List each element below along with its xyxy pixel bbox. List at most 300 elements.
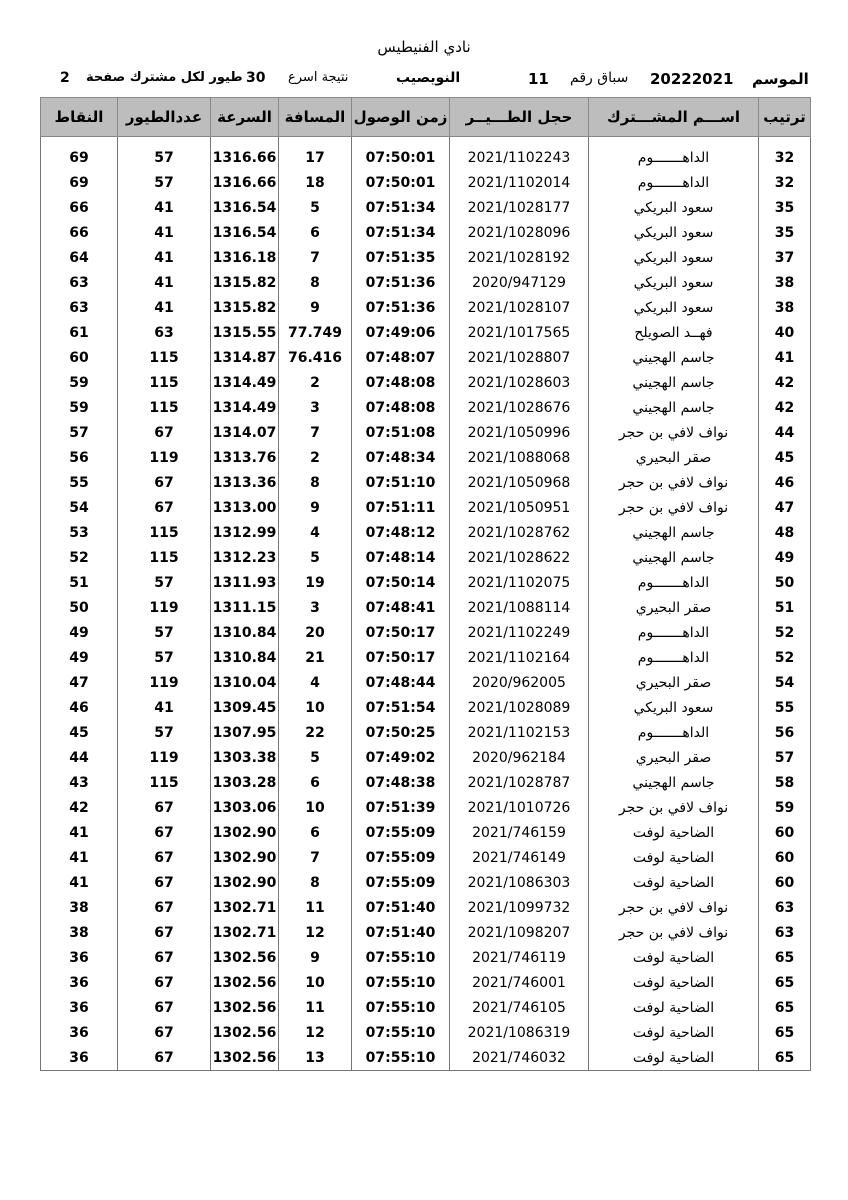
cell-speed: 1302.56 — [211, 970, 279, 995]
table-row — [41, 445, 811, 470]
results-body — [41, 137, 811, 1071]
fastest-count: 30 — [246, 70, 266, 86]
cell-points: 57 — [41, 420, 118, 445]
cell-distance: 12 — [279, 920, 352, 945]
cell-birds: 57 — [118, 570, 211, 595]
col-header-distance: المسافة — [279, 98, 352, 137]
cell-arrival: 07:51:39 — [352, 795, 450, 820]
cell-points: 69 — [41, 145, 118, 170]
table-row — [41, 970, 811, 995]
cell-birds: 115 — [118, 395, 211, 420]
cell-points: 38 — [41, 895, 118, 920]
col-header-arrival: زمن الوصول — [352, 98, 450, 137]
cell-speed: 1302.90 — [211, 820, 279, 845]
cell-ring: 2021/746001 — [450, 970, 589, 995]
cell-speed: 1303.38 — [211, 745, 279, 770]
cell-distance: 4 — [279, 670, 352, 695]
cell-rank: 63 — [759, 895, 811, 920]
cell-birds: 57 — [118, 620, 211, 645]
cell-ring: 2021/1028089 — [450, 695, 589, 720]
table-row — [41, 995, 811, 1020]
cell-speed: 1302.71 — [211, 920, 279, 945]
cell-arrival: 07:51:40 — [352, 895, 450, 920]
cell-name: فهــد الصويلح — [589, 320, 759, 345]
cell-distance: 18 — [279, 170, 352, 195]
cell-ring: 2021/1086319 — [450, 1020, 589, 1045]
cell-distance: 21 — [279, 645, 352, 670]
cell-distance: 19 — [279, 570, 352, 595]
cell-arrival: 07:48:08 — [352, 395, 450, 420]
cell-rank: 45 — [759, 445, 811, 470]
table-row — [41, 595, 811, 620]
cell-rank: 54 — [759, 670, 811, 695]
cell-distance: 10 — [279, 695, 352, 720]
cell-arrival: 07:55:09 — [352, 845, 450, 870]
cell-arrival: 07:50:01 — [352, 170, 450, 195]
cell-birds: 115 — [118, 545, 211, 570]
cell-ring: 2021/1088068 — [450, 445, 589, 470]
cell-distance: 12 — [279, 1020, 352, 1045]
cell-speed: 1312.99 — [211, 520, 279, 545]
col-header-rank: ترتيب — [759, 98, 811, 137]
cell-ring: 2021/1102243 — [450, 145, 589, 170]
cell-rank: 60 — [759, 870, 811, 895]
cell-rank: 49 — [759, 545, 811, 570]
cell-birds: 41 — [118, 195, 211, 220]
cell-birds: 67 — [118, 1045, 211, 1071]
cell-ring: 2021/1028177 — [450, 195, 589, 220]
cell-distance: 6 — [279, 770, 352, 795]
cell-points: 52 — [41, 545, 118, 570]
cell-speed: 1316.18 — [211, 245, 279, 270]
cell-points: 36 — [41, 995, 118, 1020]
cell-speed: 1302.56 — [211, 945, 279, 970]
cell-speed: 1313.00 — [211, 495, 279, 520]
cell-distance: 4 — [279, 520, 352, 545]
cell-name: الضاحية لوفت — [589, 995, 759, 1020]
table-row — [41, 1020, 811, 1045]
cell-rank: 42 — [759, 370, 811, 395]
col-header-speed: السرعة — [211, 98, 279, 137]
cell-points: 41 — [41, 820, 118, 845]
cell-distance: 76.416 — [279, 345, 352, 370]
cell-points: 61 — [41, 320, 118, 345]
cell-birds: 41 — [118, 270, 211, 295]
cell-arrival: 07:48:08 — [352, 370, 450, 395]
cell-birds: 67 — [118, 970, 211, 995]
cell-speed: 1310.84 — [211, 620, 279, 645]
cell-birds: 67 — [118, 895, 211, 920]
cell-name: سعود البريكي — [589, 245, 759, 270]
cell-speed: 1309.45 — [211, 695, 279, 720]
cell-points: 36 — [41, 945, 118, 970]
cell-name: سعود البريكي — [589, 220, 759, 245]
cell-distance: 77.749 — [279, 320, 352, 345]
cell-ring: 2021/746032 — [450, 1045, 589, 1071]
cell-ring: 2021/1102249 — [450, 620, 589, 645]
cell-birds: 67 — [118, 995, 211, 1020]
cell-speed: 1313.36 — [211, 470, 279, 495]
table-row — [41, 770, 811, 795]
cell-rank: 56 — [759, 720, 811, 745]
cell-ring: 2020/962184 — [450, 745, 589, 770]
cell-rank: 37 — [759, 245, 811, 270]
cell-arrival: 07:51:08 — [352, 420, 450, 445]
cell-birds: 41 — [118, 295, 211, 320]
cell-birds: 41 — [118, 220, 211, 245]
cell-rank: 40 — [759, 320, 811, 345]
table-row — [41, 145, 811, 170]
cell-ring: 2021/1102164 — [450, 645, 589, 670]
cell-ring: 2021/1028096 — [450, 220, 589, 245]
cell-speed: 1302.56 — [211, 995, 279, 1020]
cell-arrival: 07:50:25 — [352, 720, 450, 745]
cell-birds: 115 — [118, 770, 211, 795]
cell-speed: 1314.49 — [211, 370, 279, 395]
table-row — [41, 270, 811, 295]
cell-distance: 8 — [279, 470, 352, 495]
race-label: سباق رقم — [570, 70, 629, 86]
cell-rank: 35 — [759, 195, 811, 220]
cell-arrival: 07:50:01 — [352, 145, 450, 170]
cell-rank: 60 — [759, 845, 811, 870]
cell-distance: 10 — [279, 795, 352, 820]
cell-birds: 115 — [118, 520, 211, 545]
race-number: 11 — [528, 70, 549, 88]
table-row — [41, 1045, 811, 1071]
cell-rank: 57 — [759, 745, 811, 770]
cell-ring: 2021/1050996 — [450, 420, 589, 445]
cell-points: 38 — [41, 920, 118, 945]
cell-points: 51 — [41, 570, 118, 595]
cell-speed: 1316.54 — [211, 220, 279, 245]
cell-birds: 57 — [118, 645, 211, 670]
table-row — [41, 945, 811, 970]
cell-speed: 1315.82 — [211, 295, 279, 320]
cell-rank: 32 — [759, 145, 811, 170]
cell-ring: 2021/746159 — [450, 820, 589, 845]
cell-distance: 10 — [279, 970, 352, 995]
cell-name: صقر البحيري — [589, 595, 759, 620]
cell-arrival: 07:51:11 — [352, 495, 450, 520]
cell-rank: 58 — [759, 770, 811, 795]
table-row — [41, 370, 811, 395]
cell-points: 50 — [41, 595, 118, 620]
cell-arrival: 07:50:17 — [352, 645, 450, 670]
cell-name: جاسم الهجيني — [589, 520, 759, 545]
table-row — [41, 670, 811, 695]
cell-points: 47 — [41, 670, 118, 695]
cell-arrival: 07:55:10 — [352, 945, 450, 970]
table-row — [41, 320, 811, 345]
cell-speed: 1311.93 — [211, 570, 279, 595]
cell-arrival: 07:51:36 — [352, 270, 450, 295]
cell-distance: 7 — [279, 245, 352, 270]
cell-speed: 1311.15 — [211, 595, 279, 620]
cell-points: 42 — [41, 795, 118, 820]
cell-speed: 1312.23 — [211, 545, 279, 570]
cell-distance: 9 — [279, 295, 352, 320]
cell-rank: 65 — [759, 995, 811, 1020]
cell-points: 49 — [41, 645, 118, 670]
cell-name: نواف لافي بن حجر — [589, 470, 759, 495]
cell-ring: 2021/1099732 — [450, 895, 589, 920]
cell-name: نواف لافي بن حجر — [589, 420, 759, 445]
cell-name: جاسم الهجيني — [589, 770, 759, 795]
cell-rank: 60 — [759, 820, 811, 845]
cell-name: سعود البريكي — [589, 270, 759, 295]
cell-distance: 5 — [279, 545, 352, 570]
cell-name: الداهـــــــوم — [589, 145, 759, 170]
cell-speed: 1302.90 — [211, 845, 279, 870]
cell-arrival: 07:55:09 — [352, 870, 450, 895]
cell-ring: 2021/1102075 — [450, 570, 589, 595]
cell-name: نواف لافي بن حجر — [589, 795, 759, 820]
cell-ring: 2021/746149 — [450, 845, 589, 870]
cell-rank: 51 — [759, 595, 811, 620]
cell-ring: 2021/1102014 — [450, 170, 589, 195]
cell-ring: 2020/947129 — [450, 270, 589, 295]
cell-distance: 2 — [279, 370, 352, 395]
cell-name: نواف لافي بن حجر — [589, 920, 759, 945]
cell-distance: 11 — [279, 995, 352, 1020]
cell-points: 56 — [41, 445, 118, 470]
table-row — [41, 245, 811, 270]
club-title: نادي الفنيطيس — [377, 38, 471, 56]
cell-points: 36 — [41, 970, 118, 995]
cell-arrival: 07:48:38 — [352, 770, 450, 795]
cell-distance: 22 — [279, 720, 352, 745]
cell-points: 36 — [41, 1020, 118, 1045]
cell-birds: 67 — [118, 820, 211, 845]
cell-arrival: 07:48:07 — [352, 345, 450, 370]
cell-speed: 1316.66 — [211, 170, 279, 195]
cell-birds: 41 — [118, 245, 211, 270]
cell-speed: 1310.04 — [211, 670, 279, 695]
cell-arrival: 07:48:44 — [352, 670, 450, 695]
cell-ring: 2021/1028762 — [450, 520, 589, 545]
cell-distance: 3 — [279, 395, 352, 420]
cell-speed: 1316.54 — [211, 195, 279, 220]
table-row — [41, 645, 811, 670]
col-header-ring: حجل الطـــيــر — [450, 98, 589, 137]
table-row — [41, 695, 811, 720]
cell-birds: 119 — [118, 745, 211, 770]
cell-name: الداهـــــــوم — [589, 645, 759, 670]
cell-rank: 63 — [759, 920, 811, 945]
cell-rank: 55 — [759, 695, 811, 720]
cell-points: 66 — [41, 220, 118, 245]
table-row — [41, 870, 811, 895]
cell-arrival: 07:49:02 — [352, 745, 450, 770]
cell-ring: 2021/1010726 — [450, 795, 589, 820]
cell-ring: 2021/1028603 — [450, 370, 589, 395]
table-row — [41, 745, 811, 770]
cell-arrival: 07:55:10 — [352, 1020, 450, 1045]
cell-points: 54 — [41, 495, 118, 520]
cell-speed: 1302.56 — [211, 1020, 279, 1045]
cell-birds: 67 — [118, 470, 211, 495]
cell-name: الضاحية لوفت — [589, 945, 759, 970]
cell-speed: 1302.90 — [211, 870, 279, 895]
table-row — [41, 795, 811, 820]
cell-distance: 6 — [279, 220, 352, 245]
table-row — [41, 470, 811, 495]
cell-ring: 2021/746119 — [450, 945, 589, 970]
cell-arrival: 07:51:10 — [352, 470, 450, 495]
cell-birds: 67 — [118, 420, 211, 445]
cell-rank: 41 — [759, 345, 811, 370]
cell-ring: 2021/1017565 — [450, 320, 589, 345]
cell-name: جاسم الهجيني — [589, 395, 759, 420]
cell-points: 44 — [41, 745, 118, 770]
cell-arrival: 07:48:41 — [352, 595, 450, 620]
cell-distance: 8 — [279, 870, 352, 895]
table-row — [41, 545, 811, 570]
cell-ring: 2020/962005 — [450, 670, 589, 695]
table-row — [41, 170, 811, 195]
cell-distance: 9 — [279, 495, 352, 520]
cell-rank: 65 — [759, 970, 811, 995]
cell-name: جاسم الهجيني — [589, 345, 759, 370]
table-row — [41, 845, 811, 870]
cell-rank: 42 — [759, 395, 811, 420]
cell-birds: 41 — [118, 695, 211, 720]
cell-birds: 57 — [118, 720, 211, 745]
cell-points: 69 — [41, 170, 118, 195]
cell-arrival: 07:48:12 — [352, 520, 450, 545]
cell-distance: 2 — [279, 445, 352, 470]
cell-arrival: 07:48:14 — [352, 545, 450, 570]
cell-arrival: 07:55:10 — [352, 995, 450, 1020]
cell-ring: 2021/1028807 — [450, 345, 589, 370]
cell-name: الضاحية لوفت — [589, 1020, 759, 1045]
cell-birds: 57 — [118, 145, 211, 170]
cell-birds: 119 — [118, 670, 211, 695]
result-label: نتيجة اسرع — [288, 70, 349, 85]
cell-points: 45 — [41, 720, 118, 745]
cell-speed: 1310.84 — [211, 645, 279, 670]
cell-rank: 52 — [759, 620, 811, 645]
cell-distance: 5 — [279, 195, 352, 220]
table-row — [41, 345, 811, 370]
cell-distance: 9 — [279, 945, 352, 970]
cell-points: 55 — [41, 470, 118, 495]
cell-speed: 1314.07 — [211, 420, 279, 445]
cell-rank: 50 — [759, 570, 811, 595]
cell-name: صقر البحيري — [589, 670, 759, 695]
cell-name: الضاحية لوفت — [589, 1045, 759, 1071]
cell-rank: 35 — [759, 220, 811, 245]
cell-speed: 1315.82 — [211, 270, 279, 295]
cell-ring: 2021/1050951 — [450, 495, 589, 520]
race-location: النويصيب — [396, 70, 461, 86]
results-table — [40, 97, 811, 1071]
cell-distance: 11 — [279, 895, 352, 920]
cell-name: جاسم الهجيني — [589, 545, 759, 570]
cell-points: 59 — [41, 395, 118, 420]
cell-arrival: 07:48:34 — [352, 445, 450, 470]
cell-speed: 1303.06 — [211, 795, 279, 820]
cell-points: 64 — [41, 245, 118, 270]
cell-distance: 7 — [279, 845, 352, 870]
cell-rank: 38 — [759, 295, 811, 320]
cell-arrival: 07:55:09 — [352, 820, 450, 845]
cell-ring: 2021/1088114 — [450, 595, 589, 620]
cell-points: 63 — [41, 295, 118, 320]
cell-arrival: 07:51:35 — [352, 245, 450, 270]
cell-name: صقر البحيري — [589, 745, 759, 770]
cell-name: الضاحية لوفت — [589, 970, 759, 995]
cell-ring: 2021/1028107 — [450, 295, 589, 320]
table-row — [41, 620, 811, 645]
season-label: الموسم — [752, 70, 809, 88]
cell-birds: 63 — [118, 320, 211, 345]
table-row — [41, 495, 811, 520]
cell-speed: 1314.87 — [211, 345, 279, 370]
cell-arrival: 07:51:36 — [352, 295, 450, 320]
cell-birds: 67 — [118, 795, 211, 820]
cell-rank: 65 — [759, 1045, 811, 1071]
cell-name: الداهـــــــوم — [589, 570, 759, 595]
cell-birds: 67 — [118, 945, 211, 970]
cell-rank: 52 — [759, 645, 811, 670]
table-row — [41, 420, 811, 445]
cell-name: الضاحية لوفت — [589, 820, 759, 845]
cell-rank: 44 — [759, 420, 811, 445]
cell-speed: 1316.66 — [211, 145, 279, 170]
cell-arrival: 07:51:54 — [352, 695, 450, 720]
cell-distance: 3 — [279, 595, 352, 620]
cell-speed: 1307.95 — [211, 720, 279, 745]
cell-ring: 2021/1050968 — [450, 470, 589, 495]
cell-ring: 2021/746105 — [450, 995, 589, 1020]
cell-birds: 67 — [118, 845, 211, 870]
cell-speed: 1302.71 — [211, 895, 279, 920]
cell-distance: 8 — [279, 270, 352, 295]
cell-speed: 1313.76 — [211, 445, 279, 470]
cell-ring: 2021/1028787 — [450, 770, 589, 795]
cell-points: 46 — [41, 695, 118, 720]
cell-name: الضاحية لوفت — [589, 845, 759, 870]
cell-arrival: 07:50:17 — [352, 620, 450, 645]
cell-speed: 1302.56 — [211, 1045, 279, 1071]
cell-points: 59 — [41, 370, 118, 395]
cell-birds: 67 — [118, 920, 211, 945]
cell-name: سعود البريكي — [589, 295, 759, 320]
cell-name: نواف لافي بن حجر — [589, 495, 759, 520]
cell-arrival: 07:55:10 — [352, 1045, 450, 1071]
cell-rank: 47 — [759, 495, 811, 520]
cell-birds: 67 — [118, 1020, 211, 1045]
cell-points: 53 — [41, 520, 118, 545]
cell-name: سعود البريكي — [589, 195, 759, 220]
cell-birds: 119 — [118, 595, 211, 620]
cell-distance: 7 — [279, 420, 352, 445]
cell-name: سعود البريكي — [589, 695, 759, 720]
cell-ring: 2021/1028676 — [450, 395, 589, 420]
cell-ring: 2021/1102153 — [450, 720, 589, 745]
cell-arrival: 07:50:14 — [352, 570, 450, 595]
cell-rank: 59 — [759, 795, 811, 820]
table-row — [41, 295, 811, 320]
cell-points: 41 — [41, 870, 118, 895]
cell-speed: 1315.55 — [211, 320, 279, 345]
cell-distance: 13 — [279, 1045, 352, 1071]
table-row — [41, 820, 811, 845]
cell-birds: 115 — [118, 345, 211, 370]
cell-arrival: 07:51:34 — [352, 195, 450, 220]
